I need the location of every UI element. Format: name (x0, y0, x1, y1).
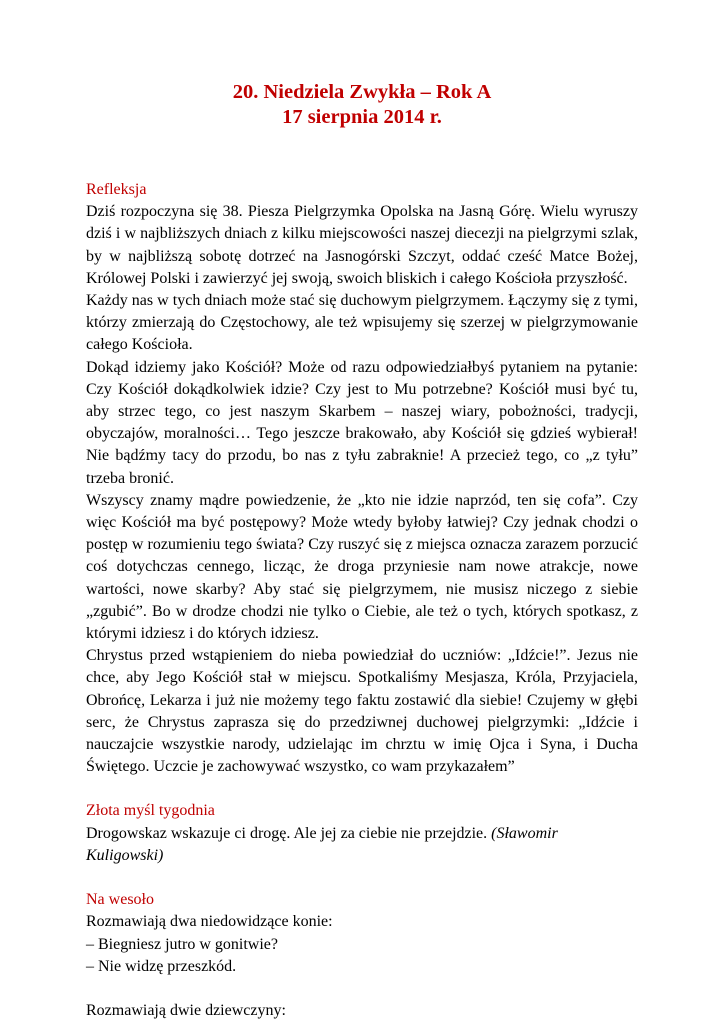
reflection-paragraph-2: Każdy nas w tych dniach może stać się duchowym pielgrzymem. Łączymy się z tymi, którzy zmierzają do Częstochowy, ale też wpisujemy się szerzej w pielgrzymowanie całego Kościoła. (86, 292, 638, 354)
spacer (86, 978, 638, 1000)
golden-thought-quote: Drogowskaz wskazuje ci drogę. Ale jej za ciebie nie przejdzie. (86, 824, 492, 842)
humor-section (86, 889, 638, 1022)
reflection-paragraph-4: Wszyscy znamy mądre powiedzenie, że „kto nie idzie naprzód, ten się cofa”. Czy więc Kościół ma być postępowy? Może wtedy byłoby łatwiej? Czy jednak chodzi o postęp w rozumieniu tego świata? Czy ruszyć się z miejsca oznacza zarazem porzucić coś dotychczas cennego, licząc, że droga przyniesie nam nowe atrakcje, nowe wartości, nowe skarby? Aby stać się pielgrzymem, nie musisz niczego z siebie „zgubić”. Bo w drodze chodzi nie tylko o Ciebie, ale też o tych, których spotkasz, z którymi idziesz i do których idziesz. (86, 491, 638, 643)
reflection-paragraph-5: Chrystus przed wstąpieniem do nieba powiedział do uczniów: „Idźcie!”. Jezus nie chce, aby Jego Kościół stał w miejscu. Spotkaliśmy Mesjasza, Króla, Przyjaciela, Obrońcę, Lekarza i już nie możemy tego faktu zostawić dla siebie! Czujemy w głębi serc, że Chrystus zaprasza się do przedziwnej duchowej pielgrzymki: „Idźcie i nauczajcie wszystkie narody, udzielając im chrztu w imię Ojca i Syna, i Ducha Świętego. Uczcie je zachowywać wszystko, co wam przykazałem” (86, 647, 638, 776)
spacer (86, 778, 638, 800)
golden-thought-text (86, 823, 638, 867)
humor-heading: Na wesoło (86, 891, 154, 909)
reflection-heading: Refleksja (86, 181, 147, 198)
reflection-paragraph-1: Dziś rozpoczyna się 38. Piesza Pielgrzymka Opolska na Jasną Górę. Wielu wyruszy dziś i w najbliższych dniach z kilku miejscowości naszej diecezji na pielgrzymi szlak, by w najbliższą sobotę dotrzeć na Jasnogórski Szczyt, oddać cześć Matce Bożej, Królowej Polski i zawierzyć jej swoją, swoich bliskich i całego Kościoła przyszłość. (86, 203, 638, 287)
joke-intro: Rozmawiają dwie dziewczyny: (86, 1001, 286, 1019)
document-page (86, 80, 638, 1022)
spacer (86, 130, 638, 179)
document-title-line-2: 17 sierpnia 2014 r. (282, 106, 442, 128)
reflection-paragraph-3: Dokąd idziemy jako Kościół? Może od razu odpowiedziałbyś pytaniem na pytanie: Czy Kościół dokądkolwiek idzie? Czy jest to Mu potrzebne? Kościół musi być tu, aby strzec tego, co jest naszym Skarbem – naszej wiary, pobożności, tradycji, obyczajów, moralności… Tego jeszcze brakowało, aby Kościół się gdzieś wybierał! Nie bądźmy tacy do przodu, bo nas z tyłu zabraknie! A przecież tego, co „z tyłu” trzeba bronić. (86, 358, 638, 487)
document-title-line-1: 20. Niedziela Zwykła – Rok A (232, 81, 492, 103)
golden-thought-heading: Złota myśl tygodnia (86, 802, 215, 820)
joke-line: Rozmawiają dwa niedowidzące konie: (86, 913, 333, 931)
joke-line: – Nie widzę przeszkód. (86, 957, 237, 975)
joke-line: – Biegniesz jutro w gonitwie? (86, 935, 278, 953)
reflection-section (86, 179, 638, 778)
spacer (86, 867, 638, 889)
golden-thought-author: (Sławomir Kuligowski) (86, 824, 558, 864)
golden-thought-section (86, 800, 638, 867)
